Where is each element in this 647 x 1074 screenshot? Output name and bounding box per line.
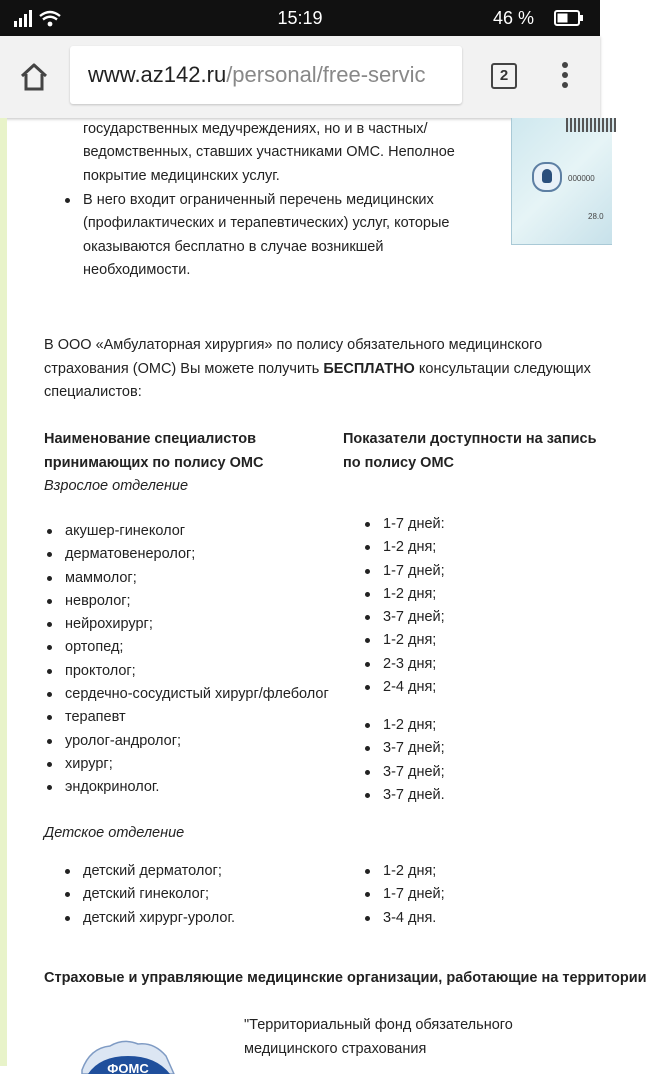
list-item: 2-3 дня; — [365, 653, 445, 676]
overflow-menu-icon[interactable] — [562, 62, 570, 92]
browser-toolbar — [0, 36, 600, 118]
home-icon[interactable] — [18, 62, 50, 92]
adult-availability-list-a — [365, 513, 445, 699]
list-item: 1-7 дней; — [365, 883, 445, 906]
battery-percent: 46 % — [492, 8, 534, 28]
list-item: дерматовенеролог; — [47, 543, 329, 566]
child-section-title: Детское отделение — [44, 825, 185, 841]
list-item: уролог-андролог; — [47, 730, 329, 753]
list-item: 1-7 дней; — [365, 560, 445, 583]
list-item: детский хирург-уролог. — [65, 907, 235, 930]
fund-line-1[interactable]: "Территориальный фонд обязательного — [244, 1017, 513, 1033]
adult-specialists-list — [47, 520, 329, 800]
adult-section-title: Взрослое отделение — [44, 478, 189, 494]
list-item: хирург; — [47, 753, 329, 776]
battery-icon — [554, 10, 584, 26]
list-item: В него входит ограниченный перечень медицинских (профилактических и терапевтических) услуг, которые оказываются бесплатно в случае возникшей необходимости. — [65, 189, 449, 282]
list-item: проктолог; — [47, 660, 329, 683]
page-content — [0, 118, 647, 1074]
col1-header-line-1: Наименование специалистов — [44, 431, 257, 447]
tabs-button[interactable]: 2 — [491, 63, 517, 89]
list-item: 1-7 дней: — [365, 513, 445, 536]
list-item: сердечно-сосудистый хирург/флеболог — [47, 683, 329, 706]
doc-code: 000000 — [568, 174, 595, 183]
list-item: 1-2 дня; — [365, 714, 445, 737]
oms-paragraph-line-3: специалистов: — [44, 384, 142, 400]
list-item: эндокринолог. — [47, 776, 329, 799]
col2-header-line-1: Показатели доступности на запись — [343, 431, 597, 447]
policy-document-image — [511, 118, 612, 245]
intro-bullet — [65, 189, 449, 282]
list-item: 3-7 дней. — [365, 784, 445, 807]
intro-line-1: государственных медучреждениях, но и в частных/ — [83, 121, 428, 137]
list-item: 1-2 дня; — [365, 536, 445, 559]
url-field[interactable] — [70, 46, 462, 104]
list-item: 3-7 дней; — [365, 606, 445, 629]
list-item: 1-2 дня; — [365, 583, 445, 606]
insurance-heading: Страховые и управляющие медицинские организации, работающие на территории — [44, 970, 647, 986]
list-item: детский гинеколог; — [65, 883, 235, 906]
list-item: маммолог; — [47, 567, 329, 590]
list-item: 2-4 дня; — [365, 676, 445, 699]
barcode-graphic — [566, 118, 616, 132]
list-item: 3-4 дня. — [365, 907, 445, 930]
free-emphasis: БЕСПЛАТНО — [323, 361, 415, 377]
child-specialists-list — [65, 860, 235, 930]
status-time: 15:19 — [277, 8, 323, 28]
adult-availability-list-b — [365, 714, 445, 807]
list-item: 3-7 дней; — [365, 761, 445, 784]
list-item: детский дерматолог; — [65, 860, 235, 883]
list-item: 3-7 дней; — [365, 737, 445, 760]
fund-line-2[interactable]: медицинского страхования — [244, 1041, 427, 1057]
intro-line-3: покрытие медицинских услуг. — [83, 168, 280, 184]
col1-header-line-2: принимающих по полису ОМС — [44, 455, 264, 471]
foms-logo[interactable] — [80, 1034, 176, 1074]
url-domain: www.az142.ru — [88, 62, 227, 87]
url-path: /personal/free-servic — [226, 62, 426, 87]
list-item: невролог; — [47, 590, 329, 613]
status-bar — [0, 0, 600, 36]
child-availability-list — [365, 860, 445, 930]
emblem-icon — [532, 162, 562, 192]
intro-line-2: ведомственных, ставших участниками ОМС. Неполное — [83, 144, 455, 160]
doc-date: 28.0 — [588, 212, 604, 221]
list-item: терапевт — [47, 706, 329, 729]
oms-paragraph-line-2: страхования (ОМС) Вы можете получить БЕСПЛАТНО консультации следующих — [44, 361, 591, 377]
list-item: 1-2 дня; — [365, 860, 445, 883]
list-item: ортопед; — [47, 636, 329, 659]
logo-text: ФОМС — [107, 1061, 149, 1074]
col2-header-line-2: по полису ОМС — [343, 455, 455, 471]
list-item: нейрохирург; — [47, 613, 329, 636]
list-item: 1-2 дня; — [365, 629, 445, 652]
oms-paragraph-line-1: В ООО «Амбулаторная хирургия» по полису обязательного медицинского — [44, 337, 543, 353]
list-item: акушер-гинеколог — [47, 520, 329, 543]
